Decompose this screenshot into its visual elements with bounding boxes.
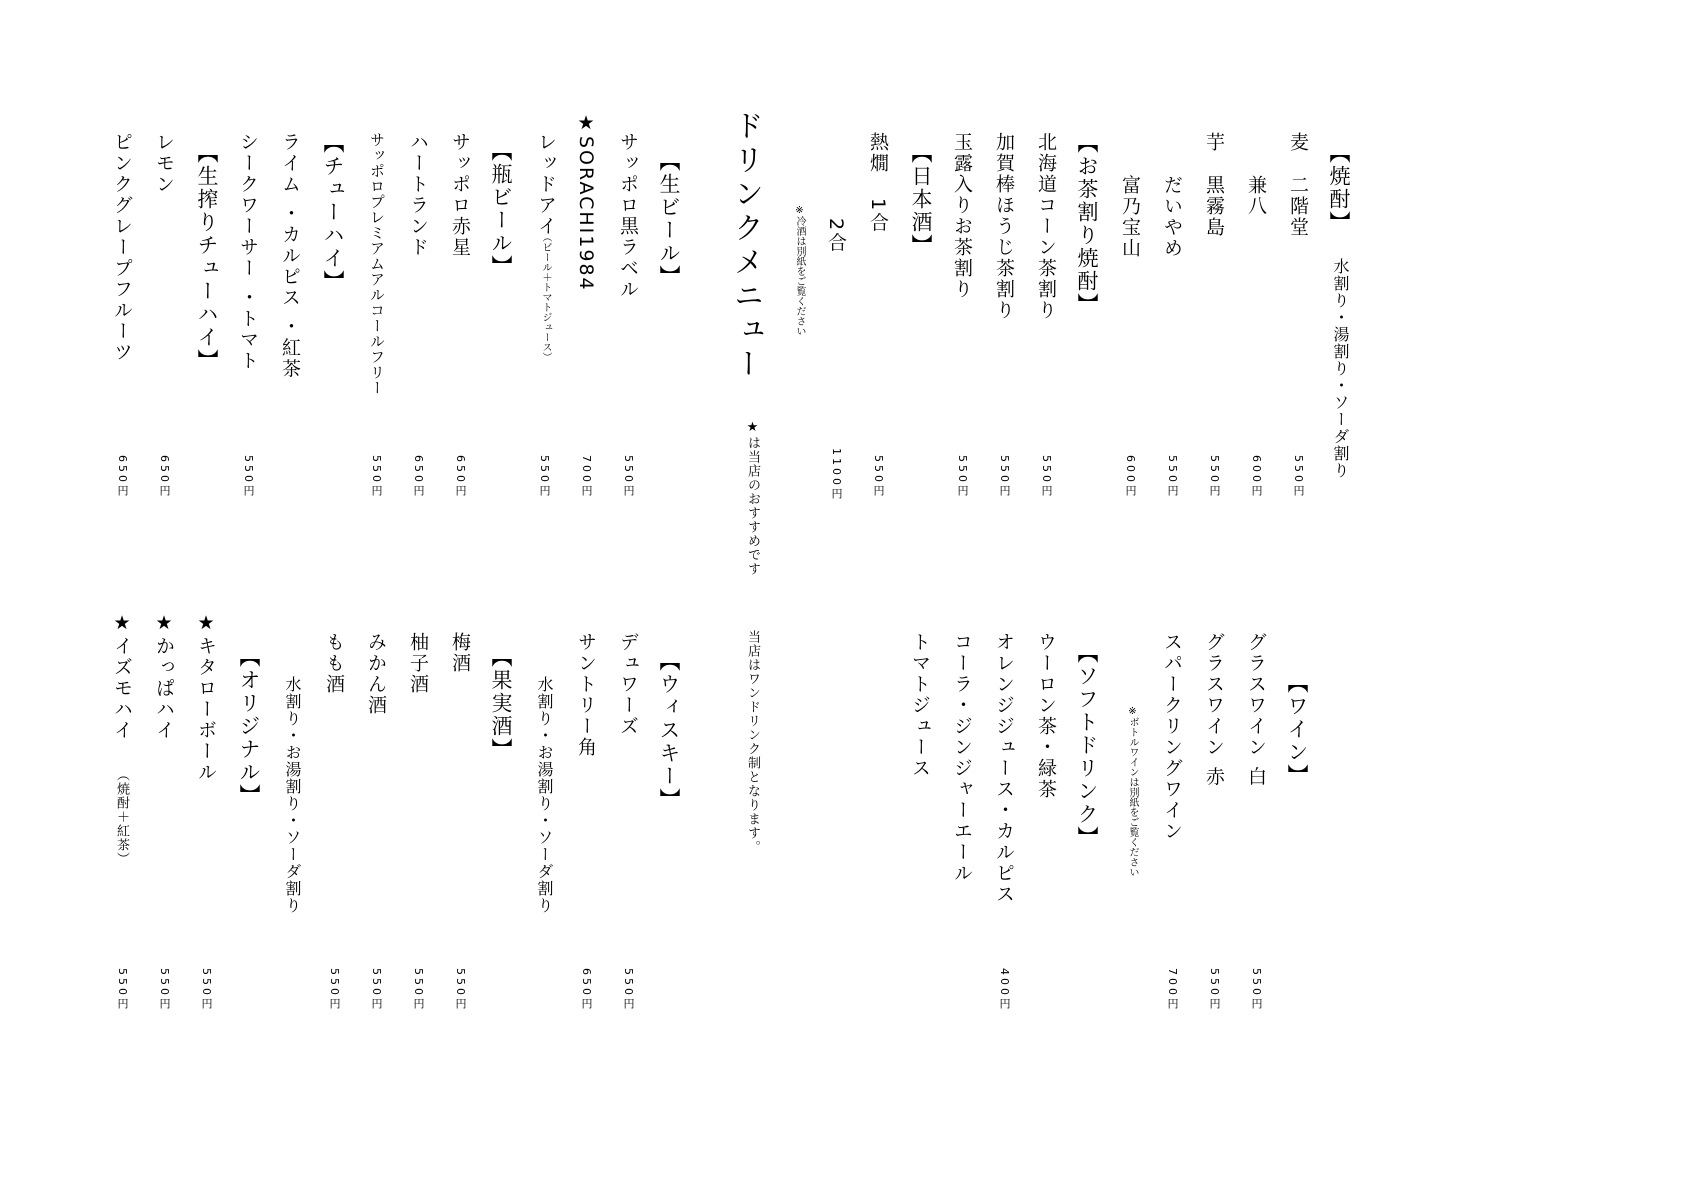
wine-item-name: グラスワイン 赤: [1203, 632, 1225, 788]
nama-item-name: ★SORACHI1984: [575, 112, 597, 292]
izumo-note: （焼酎＋紅茶）: [114, 768, 129, 866]
original-item-name: ★かっぱハイ: [153, 612, 175, 741]
ocha-item-price: 550円: [998, 455, 1011, 499]
shochu-header: 【焼酎】: [1327, 142, 1351, 234]
whisky-item-price: 550円: [622, 968, 635, 1012]
soft-item-name: オレンジジュース・カルピス: [993, 632, 1015, 905]
bin-item-name: サッポロプレミアムアルコールフリー: [368, 132, 386, 396]
whisky-item-price: 650円: [580, 968, 593, 1012]
bottle-wine-note: ※ボトルワインは別紙をご覧ください: [1127, 706, 1138, 877]
shochu-item-name: 黒霧島: [1203, 175, 1225, 238]
shochu-category-mugi: 麦: [1287, 132, 1309, 153]
soft-item-name: コーラ・ジンジャーエール: [951, 632, 973, 884]
shochu-serve-note: 水割り・湯割り・ソーダ割り: [1331, 258, 1350, 479]
kajitsu-item-name: みかん酒: [365, 632, 387, 716]
whisky-serve-note: 水割り・お湯割り・ソーダ割り: [535, 676, 554, 914]
nama-chuhai-item-price: 650円: [158, 455, 171, 499]
kajitsu-item-name: 柚子酒: [407, 632, 429, 695]
original-item-name: ★イズモハイ: [111, 612, 133, 741]
bin-header: 【瓶ビール】: [489, 140, 513, 278]
sake-header: 【日本酒】: [909, 142, 933, 257]
sake-size-label: 1合: [867, 198, 889, 234]
nama-chuhai-header: 【生搾りチューハイ】: [195, 142, 219, 372]
original-header: 【オリジナル】: [237, 646, 261, 807]
bin-item-name: サッポロ赤星: [449, 132, 471, 258]
soft-price: 400円: [998, 968, 1011, 1012]
shochu-item-name: 富乃宝山: [1119, 175, 1141, 259]
cold-sake-note: ※冷酒は別紙をご覧ください: [794, 205, 805, 336]
soft-item-name: ウーロン茶・緑茶: [1035, 632, 1057, 800]
nama-chuhai-item-name: レモン: [153, 132, 175, 195]
shochu-item-price: 600円: [1124, 455, 1137, 499]
kajitsu-item-price: 550円: [370, 968, 383, 1012]
wine-item-price: 550円: [1250, 968, 1263, 1012]
kajitsu-item-name: もも酒: [323, 632, 345, 695]
shochu-item-name: だいやめ: [1161, 175, 1183, 259]
shochu-item-name: 二階堂: [1287, 175, 1309, 238]
chuhai-price: 550円: [242, 455, 255, 499]
bin-item-price: 550円: [370, 455, 383, 499]
original-item-price: 550円: [200, 968, 213, 1012]
shochu-category-imo: 芋: [1203, 132, 1225, 153]
sake-size-label: 2合: [825, 218, 847, 254]
shochu-item-price: 600円: [1250, 455, 1263, 499]
nama-item-price: 700円: [580, 455, 593, 499]
page-title: ドリンクメニュー: [728, 110, 763, 382]
whisky-header: 【ウィスキー】: [657, 650, 681, 811]
ocha-item-name: 玉露入りお茶割り: [951, 132, 973, 300]
original-item-price: 550円: [116, 968, 129, 1012]
kajitsu-serve-note: 水割り・お湯割り・ソーダ割り: [283, 676, 302, 914]
original-item-name: ★キタローボール: [195, 612, 217, 783]
wine-item-price: 700円: [1166, 968, 1179, 1012]
original-item-price: 550円: [158, 968, 171, 1012]
kajitsu-header: 【果実酒】: [489, 646, 513, 761]
bin-item-name: ハートランド: [407, 132, 429, 258]
sake-item-name: 熱燗: [867, 132, 889, 174]
ocha-item-price: 550円: [1040, 455, 1053, 499]
recommend-note: ★は当店のおすすめです: [745, 420, 760, 576]
shochu-item-price: 550円: [1208, 455, 1221, 499]
nama-item-price: 550円: [538, 455, 551, 499]
bin-item-price: 650円: [454, 455, 467, 499]
kajitsu-item-price: 550円: [328, 968, 341, 1012]
shochu-item-name: 兼八: [1245, 175, 1267, 217]
sake-size-price: 1100円: [830, 448, 843, 502]
nama-chuhai-item-name: ピンクグレープフルーツ: [111, 132, 133, 363]
kajitsu-item-name: 梅酒: [449, 632, 471, 674]
nama-header: 【生ビール】: [657, 150, 681, 288]
nama-item-name: サッポロ黒ラベル: [617, 132, 639, 300]
bin-item-price: 650円: [412, 455, 425, 499]
ocha-item-price: 550円: [956, 455, 969, 499]
red-eye-note: （ビール＋トマトジュース）: [540, 232, 551, 362]
ocha-item-name: 加賀棒ほうじ茶割り: [993, 132, 1015, 321]
shochu-item-price: 550円: [1292, 455, 1305, 499]
whisky-item-name: デュワーズ: [617, 632, 639, 737]
whisky-item-name: サントリー角: [575, 632, 597, 758]
sake-size-price: 550円: [872, 455, 885, 499]
shochu-item-price: 550円: [1166, 455, 1179, 499]
soft-header: 【ソフトドリンク】: [1075, 642, 1099, 849]
wine-item-name: グラスワイン 白: [1245, 632, 1267, 788]
nama-chuhai-item-price: 650円: [116, 455, 129, 499]
kajitsu-item-price: 550円: [412, 968, 425, 1012]
nama-item-price: 550円: [622, 455, 635, 499]
ocha-header: 【お茶割り焼酎】: [1075, 132, 1099, 316]
soft-item-name: トマトジュース: [909, 632, 931, 779]
wine-item-price: 550円: [1208, 968, 1221, 1012]
ocha-item-name: 北海道コーン茶割り: [1035, 132, 1057, 321]
wine-item-name: スパークリングワイン: [1161, 632, 1183, 842]
chuhai-flavors-line2: シークワーサー ・トマト: [237, 132, 259, 372]
chuhai-header: 【チューハイ】: [321, 132, 345, 293]
wine-header: 【ワイン】: [1285, 672, 1309, 787]
chuhai-flavors-line1: ライム ・カルピス ・紅茶: [279, 132, 301, 380]
nama-item-name: レッドアイ: [535, 132, 557, 237]
kajitsu-item-price: 550円: [454, 968, 467, 1012]
one-drink-note: 当店はワンドリンク制となります。: [745, 630, 760, 854]
